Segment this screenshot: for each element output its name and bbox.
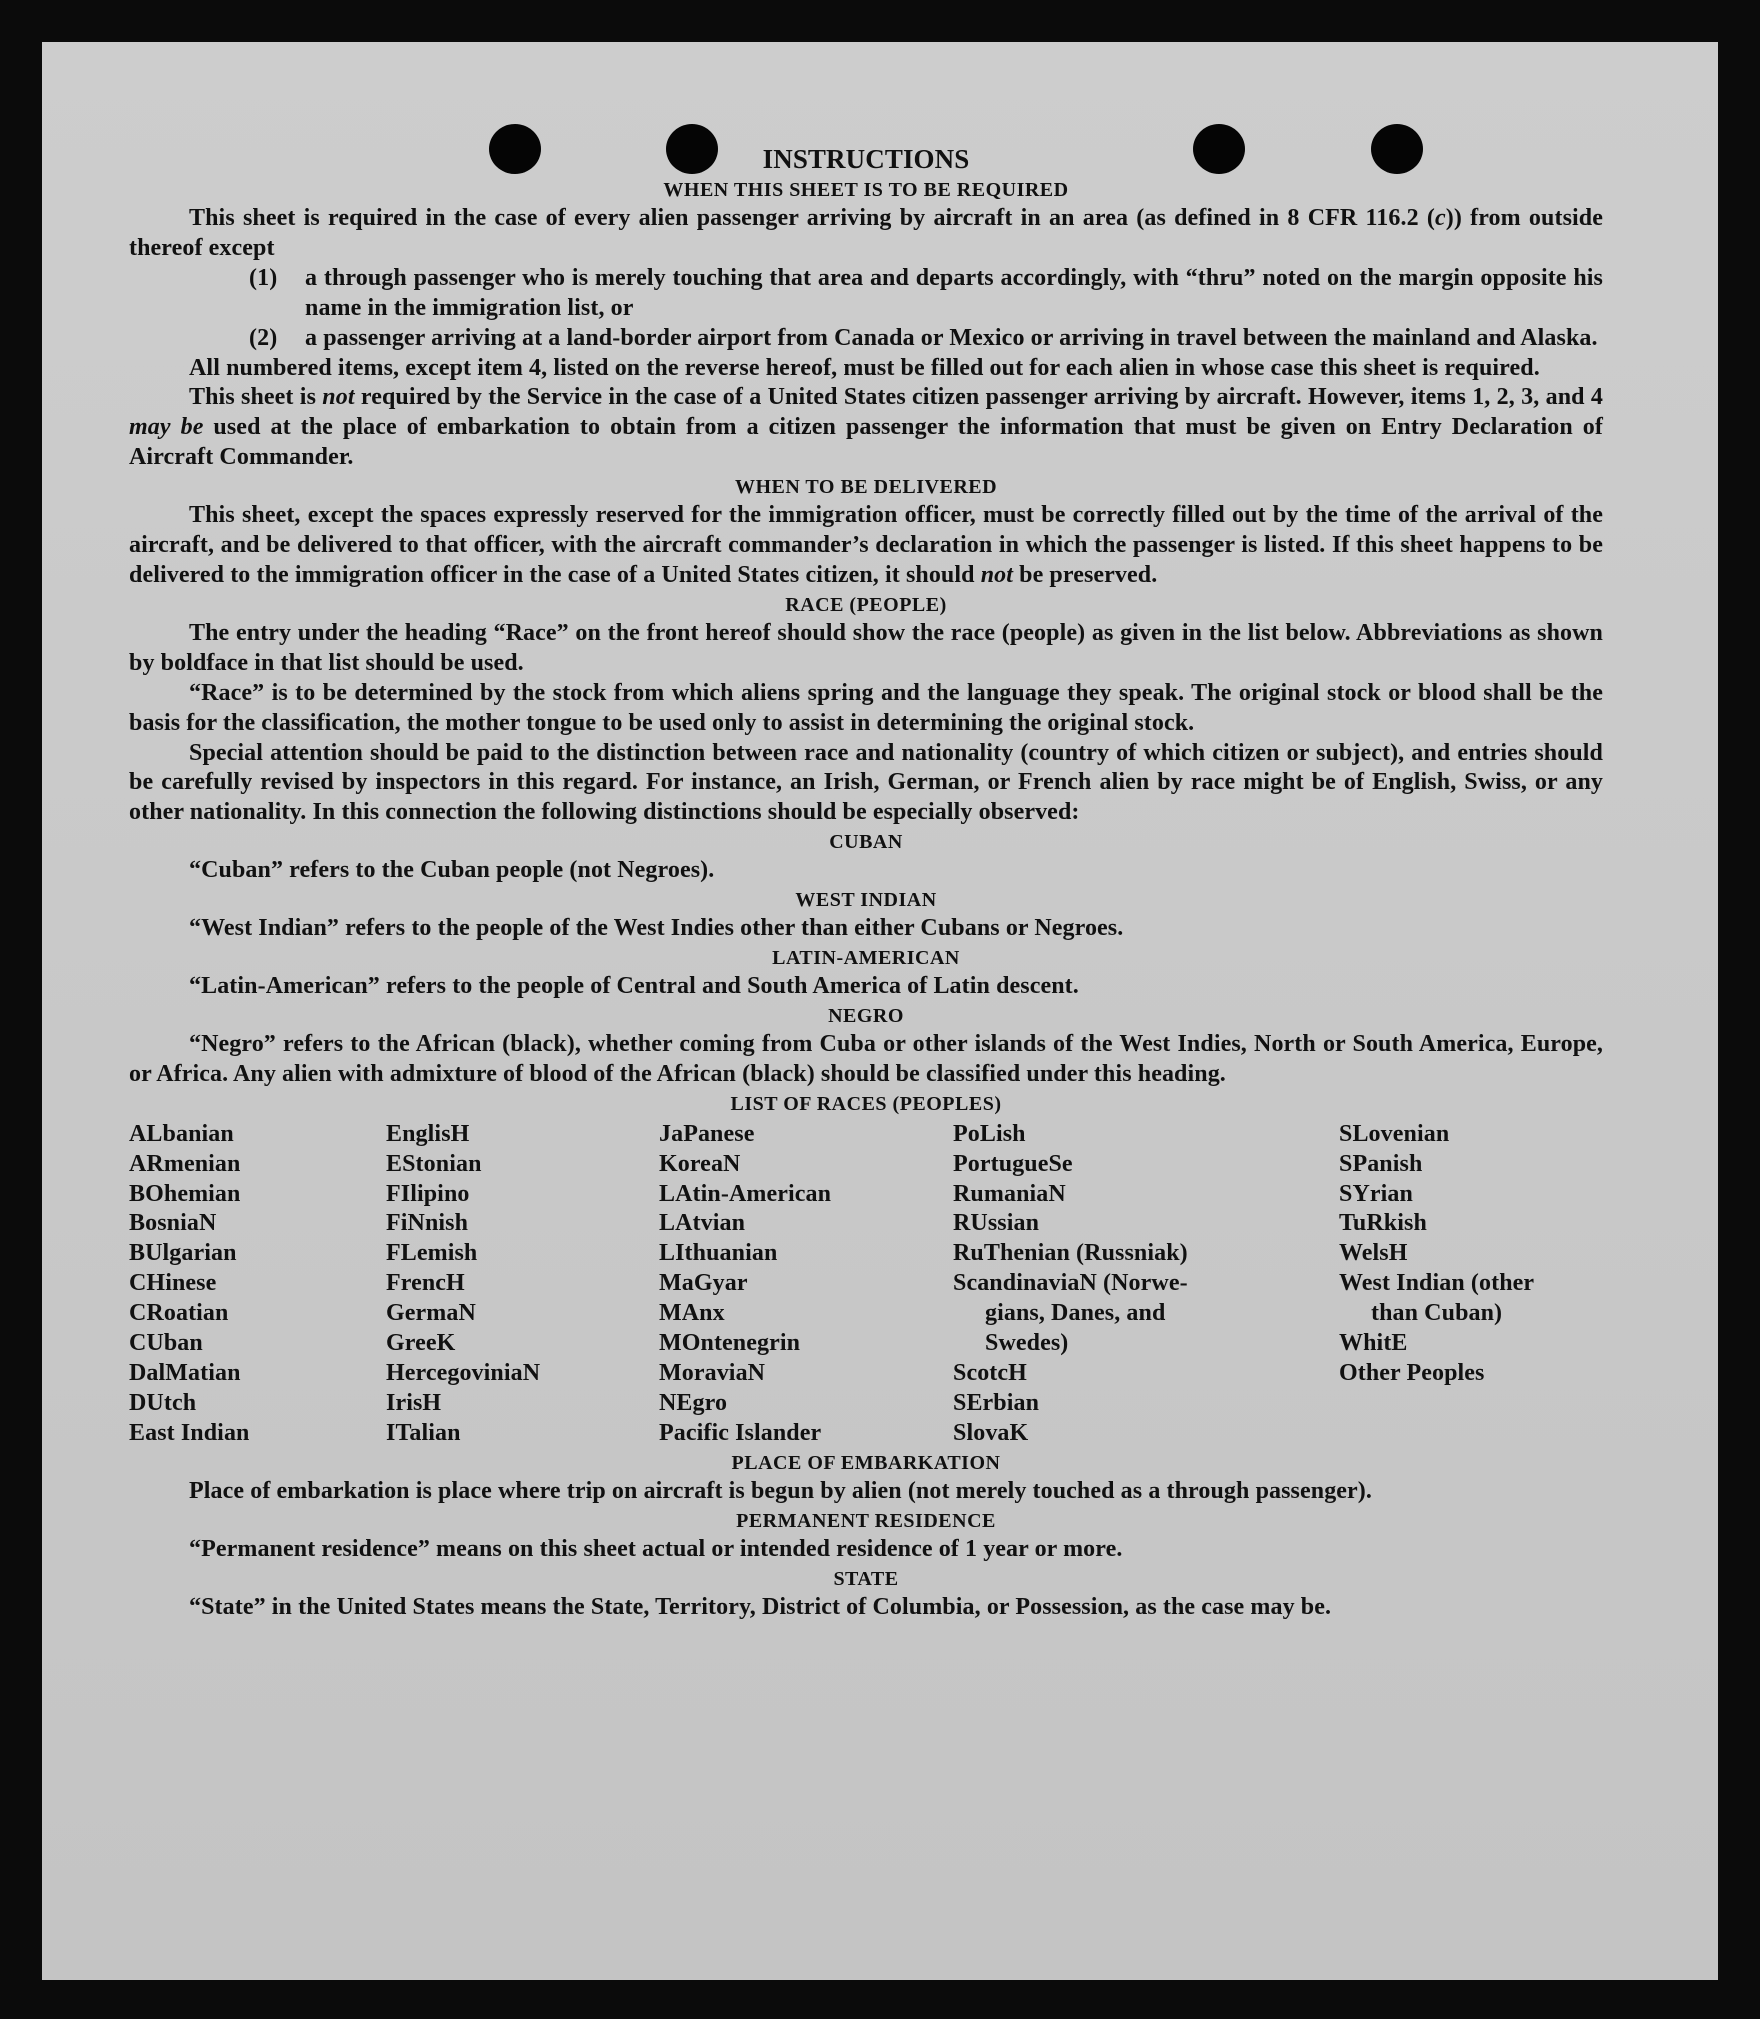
race-entry: CUban xyxy=(129,1330,203,1357)
race-entry: RuThenian (Russniak) xyxy=(953,1240,1188,1267)
race-entry: SYrian xyxy=(1339,1180,1413,1207)
race-entry: MOntenegrin xyxy=(659,1330,801,1357)
race-entry: KoreaN xyxy=(659,1150,741,1177)
race-entry: Swedes) xyxy=(985,1330,1069,1357)
race-entry: Other Peoples xyxy=(1339,1360,1485,1386)
race-entry: FIlipino xyxy=(386,1180,470,1207)
paragraph: “Negro” refers to the African (black), whether coming from Cuba or other islands of the West Indies, North or South America, Europe, or Africa. Any alien with admixture of blood of the African (black) should be classified under this heading. xyxy=(129,1030,1603,1087)
paragraph xyxy=(129,501,1603,591)
race-entry: MAnx xyxy=(659,1300,725,1327)
race-column xyxy=(1339,1120,1603,1449)
race-entry: MaGyar xyxy=(659,1270,748,1297)
section-heading: CUBAN xyxy=(829,831,903,854)
text: used at the place of embarkation to obtain from a citizen passenger the information that must be given on Entry Declaration of Aircraft Commander. xyxy=(129,414,1603,471)
paragraph: The entry under the heading “Race” on the front hereof should show the race (people) as given in the list below. Abbreviations as shown by boldface in that list should be used. xyxy=(129,619,1603,676)
text: )) from outside thereof except xyxy=(129,205,1603,261)
race-entry: MoraviaN xyxy=(659,1360,766,1386)
section-heading: PERMANENT RESIDENCE xyxy=(736,1509,996,1532)
race-entry: TuRkish xyxy=(1339,1210,1427,1237)
race-entry: SPanish xyxy=(1339,1150,1423,1177)
section-heading: LIST OF RACES (PEOPLES) xyxy=(730,1092,1002,1115)
race-entry: PoLish xyxy=(953,1120,1026,1147)
race-entry: ALbanian xyxy=(129,1120,234,1147)
text: be preserved. xyxy=(1013,561,1158,588)
paragraph: “State” in the United States means the State, Territory, District of Columbia, or Possession, as the case may be. xyxy=(189,1593,1332,1620)
text: required by the Service in the case of a United States citizen passenger arriving by aircraft. However, items 1, 2, 3, and 4 xyxy=(354,384,1603,411)
section-heading: RACE (PEOPLE) xyxy=(785,593,947,616)
race-entry: ARmenian xyxy=(129,1150,241,1177)
instructions-body xyxy=(129,142,1603,1622)
race-entry: WelsH xyxy=(1339,1240,1408,1267)
race-entry: gians, Danes, and xyxy=(985,1300,1166,1327)
race-entry: ScotcH xyxy=(953,1360,1027,1386)
race-entry: East Indian xyxy=(129,1419,250,1446)
race-entry: JaPanese xyxy=(659,1120,755,1147)
race-entry: CHinese xyxy=(129,1270,217,1297)
section-heading: PLACE OF EMBARKATION xyxy=(731,1451,1001,1474)
race-entry: IrisH xyxy=(386,1389,442,1416)
race-entry: LIthuanian xyxy=(659,1240,778,1267)
race-column xyxy=(129,1120,386,1449)
race-entry: WhitE xyxy=(1339,1330,1408,1357)
item-text: a through passenger who is merely touching that area and departs accordingly, with “thru” noted on the margin opposite his name in the immigration list, or xyxy=(305,264,1603,321)
race-entry: ScandinaviaN (Norwe- xyxy=(953,1270,1188,1297)
section-heading: WHEN THIS SHEET IS TO BE REQUIRED xyxy=(663,179,1069,201)
race-column xyxy=(953,1120,1339,1449)
race-entry: GreeK xyxy=(386,1330,456,1357)
item-number: (1) xyxy=(249,264,278,291)
race-entry: CRoatian xyxy=(129,1300,229,1327)
race-entry: DalMatian xyxy=(129,1360,241,1386)
item-number: (2) xyxy=(249,324,278,351)
race-entry: West Indian (other xyxy=(1339,1270,1535,1297)
race-entry: SErbian xyxy=(953,1389,1040,1416)
text: This sheet is required in the case of every alien passenger arriving by aircraft in an area (as defined in 8 CFR 116.2 ( xyxy=(189,205,1435,231)
text: not xyxy=(980,561,1014,588)
document-page xyxy=(42,42,1718,1980)
race-entry: RUssian xyxy=(953,1210,1040,1237)
paragraph: “Latin-American” refers to the people of Central and South America of Latin descent. xyxy=(189,973,1079,1000)
paragraph: “Permanent residence” means on this sheet actual or intended residence of 1 year or more. xyxy=(189,1535,1123,1562)
race-list xyxy=(129,1120,1603,1449)
text: may be xyxy=(129,414,204,441)
section-heading: WEST INDIAN xyxy=(795,889,937,912)
list-item xyxy=(249,264,1603,324)
item-text: a passenger arriving at a land-border airport from Canada or Mexico or arriving in travel between the mainland and Alaska. xyxy=(305,324,1598,351)
race-entry: BUlgarian xyxy=(129,1240,237,1267)
paragraph: All numbered items, except item 4, listed on the reverse hereof, must be filled out for each alien in whose case this sheet is required. xyxy=(189,354,1540,381)
paragraph: Special attention should be paid to the distinction between race and nationality (country of which citizen or subject), and entries should be carefully revised by inspectors in this regard. For instance, an Irish, German, or French alien by race might be of English, Swiss, or any other nationality. In this connection the following distinctions should be especially observed: xyxy=(129,739,1603,826)
race-entry: FLemish xyxy=(386,1240,478,1267)
paragraph: Place of embarkation is place where trip on aircraft is begun by alien (not merely touched as a through passenger). xyxy=(189,1477,1372,1504)
text: not xyxy=(322,384,355,411)
race-column xyxy=(386,1120,659,1449)
race-entry: BOhemian xyxy=(129,1180,241,1207)
text: c xyxy=(1434,205,1446,231)
race-entry: FiNnish xyxy=(386,1210,469,1237)
text: This sheet, except the spaces expressly reserved for the immigration officer, must be correctly filled out by the time of the arrival of the aircraft, and be delivered to that officer, with the aircraft commander’s declaration in which the passenger is listed. If this sheet happens to be delivered to the immigration officer in the case of a United States citizen, it should xyxy=(129,502,1603,588)
paragraph: “Race” is to be determined by the stock from which aliens spring and the language they speak. The original stock or blood shall be the basis for the classification, the mother tongue to be used only to assist in determining the original stock. xyxy=(129,679,1603,736)
paragraph xyxy=(129,383,1603,473)
race-entry: PortugueSe xyxy=(953,1150,1073,1177)
race-column xyxy=(659,1120,953,1449)
section-heading: NEGRO xyxy=(828,1004,904,1027)
race-entry: LAtvian xyxy=(659,1210,746,1237)
race-entry: EnglisH xyxy=(386,1120,470,1147)
paragraph: “Cuban” refers to the Cuban people (not Negroes). xyxy=(189,857,715,884)
race-entry: RumaniaN xyxy=(953,1180,1066,1207)
race-entry: Pacific Islander xyxy=(659,1419,822,1446)
list-item xyxy=(249,324,1603,354)
race-entry: ITalian xyxy=(386,1419,461,1446)
race-entry: HercegoviniaN xyxy=(386,1360,541,1386)
race-entry: SLovenian xyxy=(1339,1120,1450,1147)
text: This sheet is xyxy=(189,384,323,411)
paragraph xyxy=(129,204,1603,264)
section-heading: LATIN-AMERICAN xyxy=(772,947,960,970)
race-entry: than Cuban) xyxy=(1371,1300,1503,1327)
race-entry: LAtin-American xyxy=(659,1180,832,1207)
race-entry: BosniaN xyxy=(129,1210,217,1237)
race-entry: NEgro xyxy=(659,1389,728,1416)
page-title: INSTRUCTIONS xyxy=(762,144,970,174)
paragraph: “West Indian” refers to the people of the West Indies other than either Cubans or Negroes. xyxy=(189,915,1124,942)
race-entry: SlovaK xyxy=(953,1419,1029,1446)
race-entry: DUtch xyxy=(129,1389,197,1416)
race-entry: EStonian xyxy=(386,1150,482,1177)
race-entry: FrencH xyxy=(386,1270,465,1297)
race-entry: GermaN xyxy=(386,1300,476,1327)
section-heading: STATE xyxy=(833,1567,899,1590)
section-heading: WHEN TO BE DELIVERED xyxy=(734,476,998,499)
